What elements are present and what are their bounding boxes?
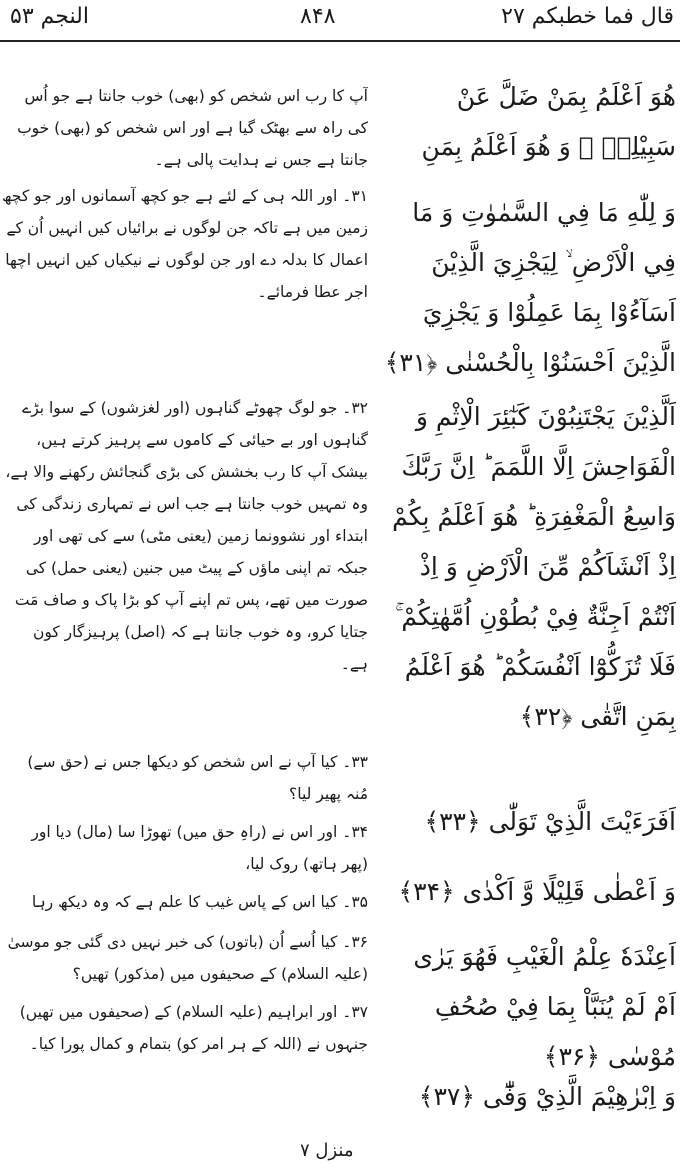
- arabic-verse: اَمْ لَمْ يُنَبَّاْ بِمَا فِيْ صُحُفِ مُوْسٰى ﴿۳۶﴾: [434, 992, 676, 1071]
- arabic-verse: اَلَّذِيْنَ يَجْتَنِبُوْنَ كَبٰٓئِرَ الْاِثْمِ وَ الْفَوَاحِشَ اِلَّا اللَّمَمَ ؕ اِنَّ رَبَّكَ وَاسِعُ الْمَغْفِرَةِ ؕ هُوَ اَعْلَمُ بِكُمْ اِذْ اَنْشَاَكُمْ مِّنَ الْاَرْضِ وَ اِذْ اَنْتُمْ اَجِنَّةٌ فِيْ بُطُوْنِ اُمَّهٰتِكُمْ ۚ فَلَا تُزَكُّوْٓا اَنْفُسَكُمْ ؕ هُوَ اَعْلَمُ بِمَنِ اتَّقٰى ﴿۳۲﴾: [392, 402, 676, 731]
- header-rule: [0, 40, 680, 42]
- juz-name: قال فما خطبكم ۲۷: [501, 4, 674, 29]
- arabic-verse: وَ اِبْرٰهِيْمَ الَّذِيْ وَفّٰٓى ﴿۳۷﴾: [418, 1082, 676, 1111]
- urdu-paragraph: ۳۴۔ اور اس نے (راہِ حق میں) تھوڑا سا (مال) دیا اور (پھر ہاتھ) روک لیا،: [31, 823, 368, 873]
- urdu-paragraph: ۳۶۔ کیا اُسے اُن (باتوں) کی خبر نہیں دی گئی جو موسیٰ (علیہ السلام) کے صحیفوں میں (مذکور) تھیں؟: [7, 933, 368, 983]
- page-header: [0, 0, 680, 42]
- urdu-paragraph: ۳۲۔ جو لوگ چھوٹے گناہوں (اور لغزشوں) کے سوا بڑے گناہوں اور بے حیائی کے کاموں سے پرہیز کرتے ہیں، بیشک آپ کا رب بخشش کی بڑی گنجائش رکھنے والا ہے، وہ تمہیں خوب جانتا ہے جب اس نے تمہاری زندگی کی ابتداء اور نشوونما زمین (یعنی مٹی) سے کی تھی اور جبکہ تم اپنی ماؤں کے پیٹ میں جنین (یعنی حمل) کی صورت میں تھے، پس تم اپنے آپ کو بڑا پاک و صاف مَت جتایا کرو، وہ خوب جانتا ہے کہ (اصل) پرہیزگار کون ہے۔: [5, 399, 368, 673]
- page-number: ۸۴۸: [300, 4, 336, 29]
- arabic-verse: اَعِنْدَهٗ عِلْمُ الْغَيْبِ فَهُوَ يَرٰى: [413, 942, 676, 971]
- urdu-translation-column: [0, 80, 368, 1120]
- urdu-paragraph: ۳۱۔ اور اللہ ہی کے لئے ہے جو کچھ آسمانوں اور جو کچھ زمین میں ہے تاکہ جن لوگوں نے برائیاں کیں انہیں اُن کے اعمال کا بدلہ دے اور جن لوگوں نے نیکیاں کیں انہیں اچھا اجر عطا فرمائے۔: [2, 187, 368, 301]
- arabic-verse: وَ اَعْطٰى قَلِيْلًا وَّ اَكْدٰى ﴿۳۴﴾: [398, 877, 676, 906]
- urdu-paragraph: ۳۵۔ کیا اس کے پاس غیب کا علم ہے کہ وہ دیکھ رہا: [31, 893, 368, 911]
- arabic-text-column: [382, 52, 676, 1122]
- surah-name: النجم ۵۳: [10, 4, 89, 29]
- arabic-verse: وَ لِلّٰهِ مَا فِي السَّمٰوٰتِ وَ مَا فِي الْاَرْضِ ۙ لِيَجْزِيَ الَّذِيْنَ اَسَآءُوْا بِمَا عَمِلُوْا وَ يَجْزِيَ الَّذِيْنَ اَحْسَنُوْا بِالْحُسْنٰى ﴿۳۱﴾: [384, 198, 676, 377]
- urdu-paragraph: ۳۷۔ اور ابراہیم (علیہ السلام) کے (صحیفوں میں تھیں) جنہوں نے (اللہ کے ہر امر کو) بتمام و کمال پورا کیا۔: [19, 1003, 368, 1053]
- arabic-verse: هُوَ اَعْلَمُ بِمَنْ ضَلَّ عَنْ سَبِيْلِهٖ ۙ وَ هُوَ اَعْلَمُ بِمَنِ: [421, 82, 676, 161]
- arabic-verse: اَفَرَءَيْتَ الَّذِيْ تَوَلّٰى ﴿۳۳﴾: [424, 807, 676, 836]
- urdu-paragraph: ۳۳۔ کیا آپ نے اس شخص کو دیکھا جس نے (حق سے) مُنہ پھیر لیا؟: [27, 753, 368, 803]
- manzil-footer: منزل ۷: [300, 1140, 354, 1161]
- urdu-paragraph: آپ کا رب اس شخص کو (بھی) خوب جانتا ہے جو اُس کی راہ سے بھٹک گیا ہے اور اس شخص کو (بھی) خوب جانتا ہے جس نے ہدایت پالی ہے۔: [17, 87, 368, 169]
